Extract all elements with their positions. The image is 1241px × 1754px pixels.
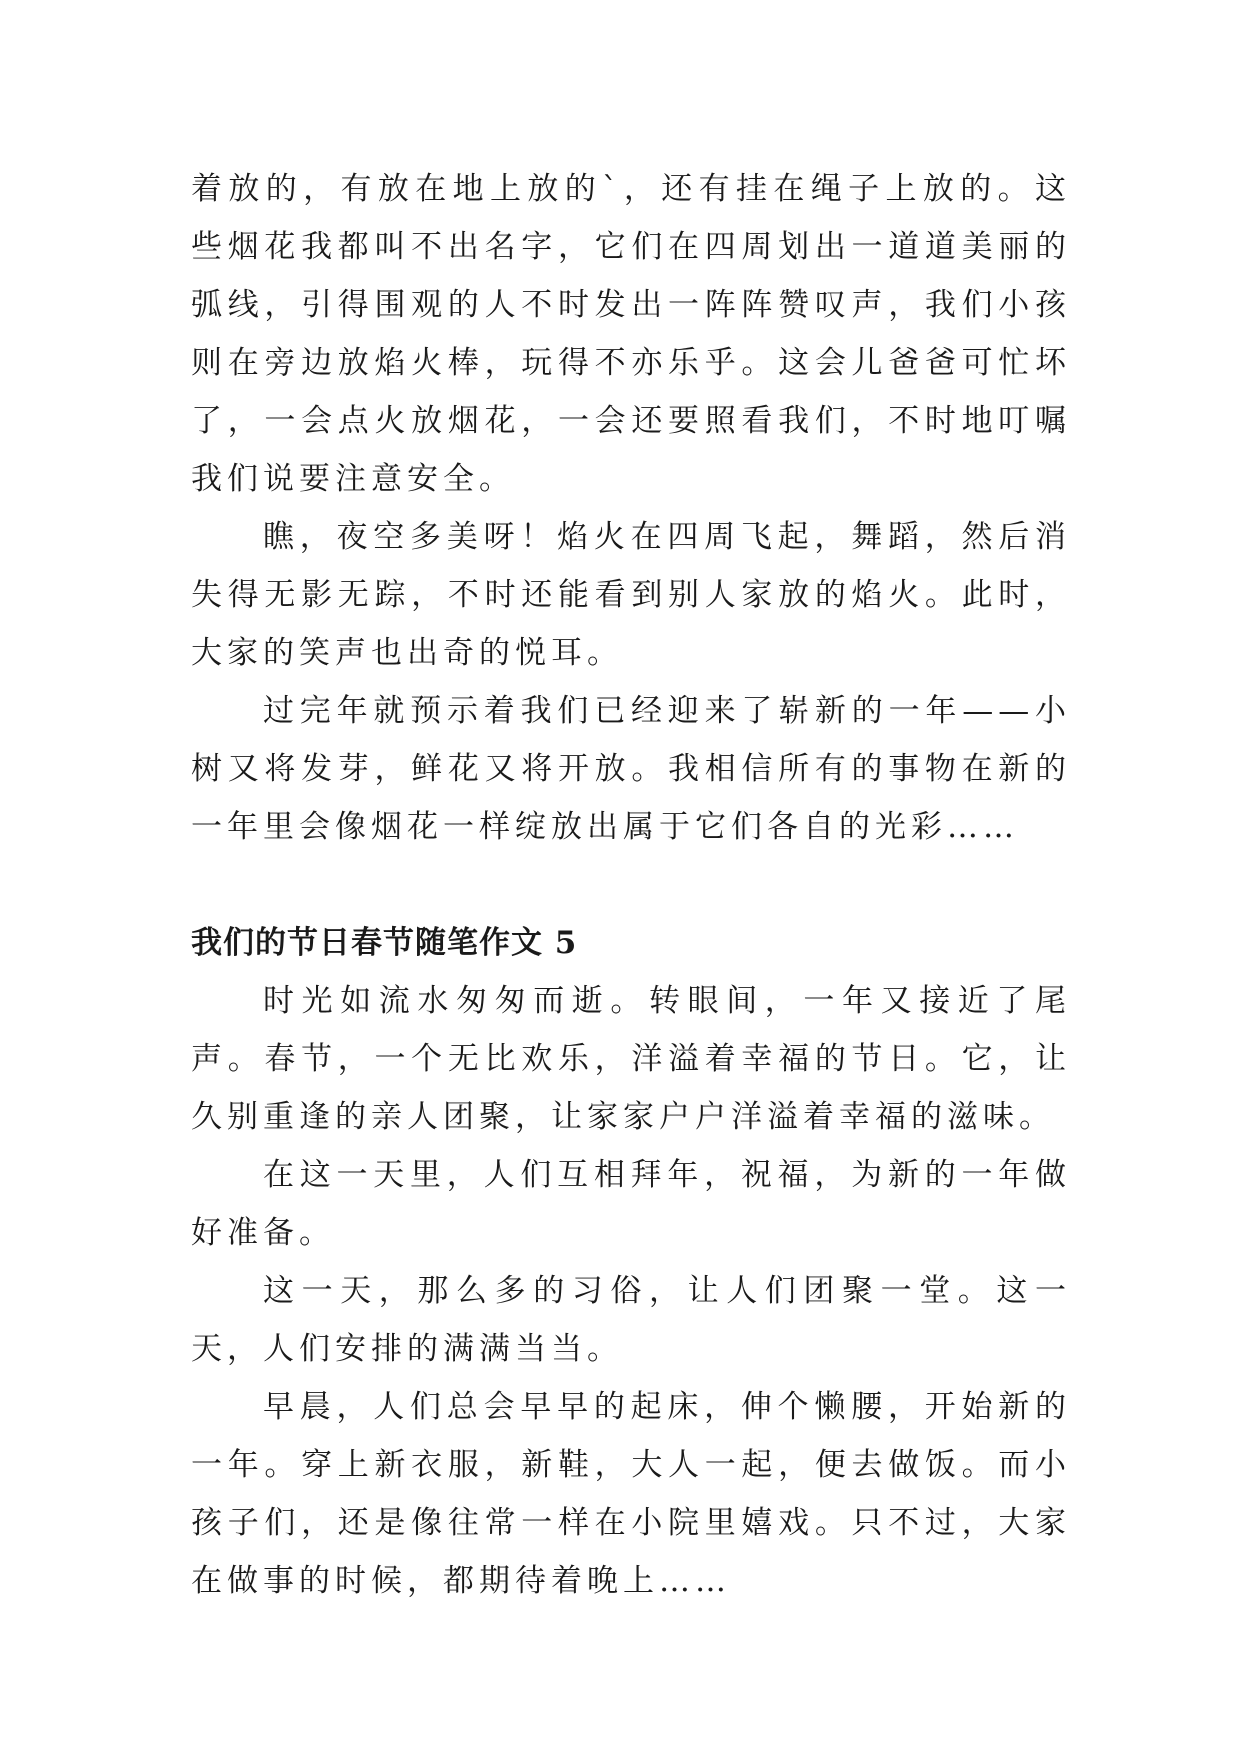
paragraph-new-year: 过完年就预示着我们已经迎来了崭新的一年——小树又将发芽，鲜花又将开放。我相信所有的事物在新的一年里会像烟花一样绽放出属于它们各自的光彩…… xyxy=(191,693,1071,845)
paragraph-greetings: 在这一天里，人们互相拜年，祝福，为新的一年做好准备。 xyxy=(191,1157,1071,1251)
paragraph-morning: 早晨，人们总会早早的起床，伸个懒腰，开始新的一年。穿上新衣服，新鞋，大人一起，便去做饭。而小孩子们，还是像往常一样在小院里嬉戏。只不过，大家在做事的时候，都期待着晚上…… xyxy=(191,1389,1071,1599)
section-title: 我们的节日春节随笔作文 5 xyxy=(191,925,578,961)
paragraph-customs: 这一天，那么多的习俗，让人们团聚一堂。这一天，人们安排的满满当当。 xyxy=(191,1273,1071,1367)
section-gap xyxy=(191,856,1071,914)
document-page xyxy=(191,160,1071,1610)
paragraph-night-sky: 瞧，夜空多美呀！焰火在四周飞起，舞蹈，然后消失得无影无踪，不时还能看到别人家放的焰火。此时，大家的笑声也出奇的悦耳。 xyxy=(191,519,1071,671)
paragraph-time-flies: 时光如流水匆匆而逝。转眼间，一年又接近了尾声。春节，一个无比欢乐，洋溢着幸福的节日。它，让久别重逢的亲人团聚，让家家户户洋溢着幸福的滋味。 xyxy=(191,983,1071,1135)
paragraph-fireworks: 着放的，有放在地上放的`，还有挂在绳子上放的。这些烟花我都叫不出名字，它们在四周划出一道道美丽的弧线，引得围观的人不时发出一阵阵赞叹声，我们小孩则在旁边放焰火棒，玩得不亦乐乎。这会儿爸爸可忙坏了，一会点火放烟花，一会还要照看我们，不时地叮嘱我们说要注意安全。 xyxy=(191,171,1071,497)
